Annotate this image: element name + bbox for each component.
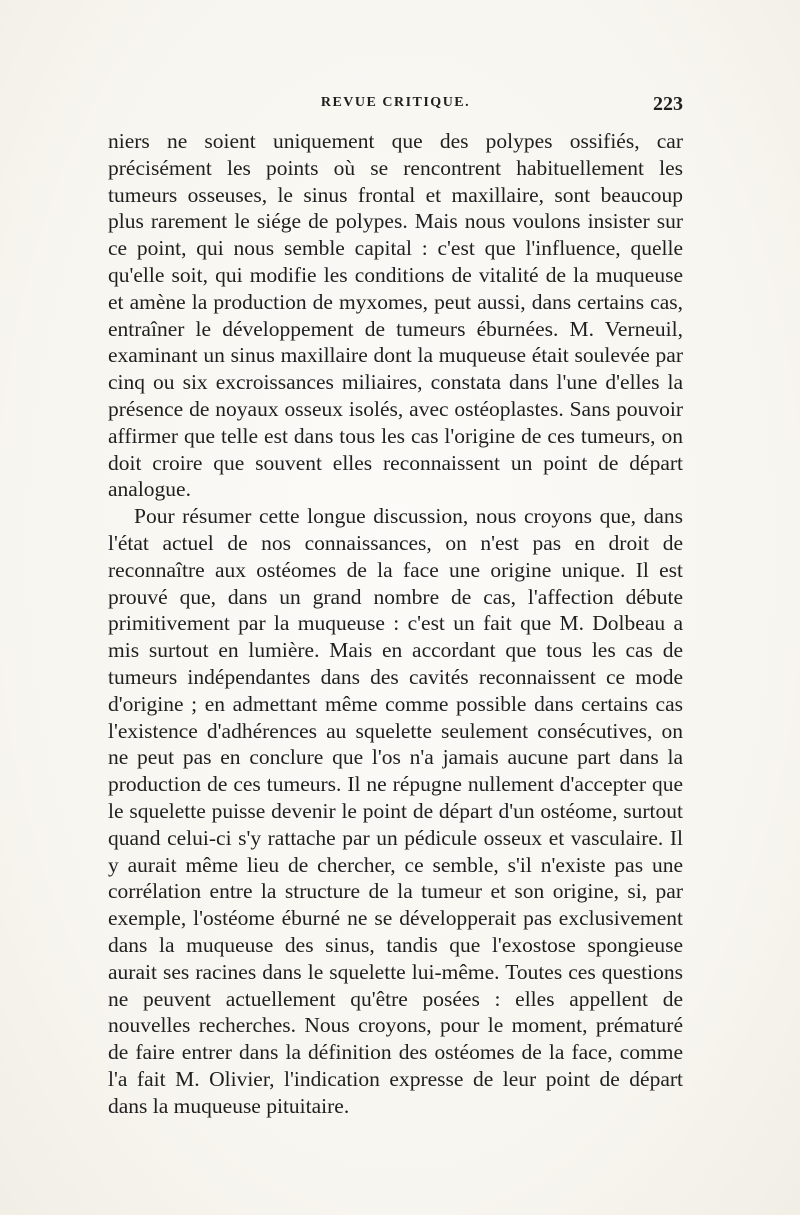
running-title: REVUE CRITIQUE. [320, 95, 471, 110]
body-text [108, 128, 683, 1119]
paragraph: niers ne soient uniquement que des polypes ossifiés, car précisément les points où se rencontrent habituellement les tumeurs osseuses, le sinus frontal et maxillaire, sont beaucoup plus rarement le siége de polypes. Mais nous voulons insister sur ce point, qui nous semble capital : c'est que l'influence, quelle qu'elle soit, qui modifie les conditions de vitalité de la muqueuse et amène la production de myxomes, peut aussi, dans certains cas, entraîner le développement de tumeurs éburnées. M. Verneuil, examinant un sinus maxillaire dont la muqueuse était soulevée par cinq ou six excroissances miliaires, constata dans l'une d'elles la présence de noyaux osseux isolés, avec ostéoplastes. Sans pouvoir affirmer que telle est dans tous les cas l'origine de ces tumeurs, on doit croire que souvent elles reconnaissent un point de départ analogue. [108, 129, 683, 502]
paragraph: Pour résumer cette longue discussion, nous croyons que, dans l'état actuel de nos connaissances, on n'est pas en droit de reconnaître aux ostéomes de la face une origine unique. Il est prouvé que, dans un grand nombre de cas, l'affection débute primitivement par la muqueuse : c'est un fait que M. Dolbeau a mis surtout en lumière. Mais en accordant que tous les cas de tumeurs indépendantes dans des cavités reconnaissent ce mode d'origine ; en admettant même comme possible dans certains cas l'existence d'adhérences au squelette seulement consécutives, on ne peut pas en conclure que l'os n'a jamais aucune part dans la production de ces tumeurs. Il ne répugne nullement d'accepter que le squelette puisse devenir le point de départ d'un ostéome, surtout quand celui-ci s'y rattache par un pédicule osseux et vasculaire. Il y aurait même lieu de chercher, ce semble, s'il n'existe pas une corrélation entre la structure de la tumeur et son origine, si, par exemple, l'ostéome éburné ne se développerait pas exclusivement dans la muqueuse des sinus, tandis que l'exostose spongieuse aurait ses racines dans le squelette lui-même. Toutes ces questions ne peuvent actuellement qu'être posées : elles appellent de nouvelles recherches. Nous croyons, pour le moment, prématuré de faire entrer dans la définition des ostéomes de la face, comme l'a fait M. Olivier, l'indication expresse de leur point de départ dans la muqueuse pituitaire. [108, 504, 683, 1118]
page-header [108, 93, 683, 119]
page-number: 223 [653, 93, 683, 115]
